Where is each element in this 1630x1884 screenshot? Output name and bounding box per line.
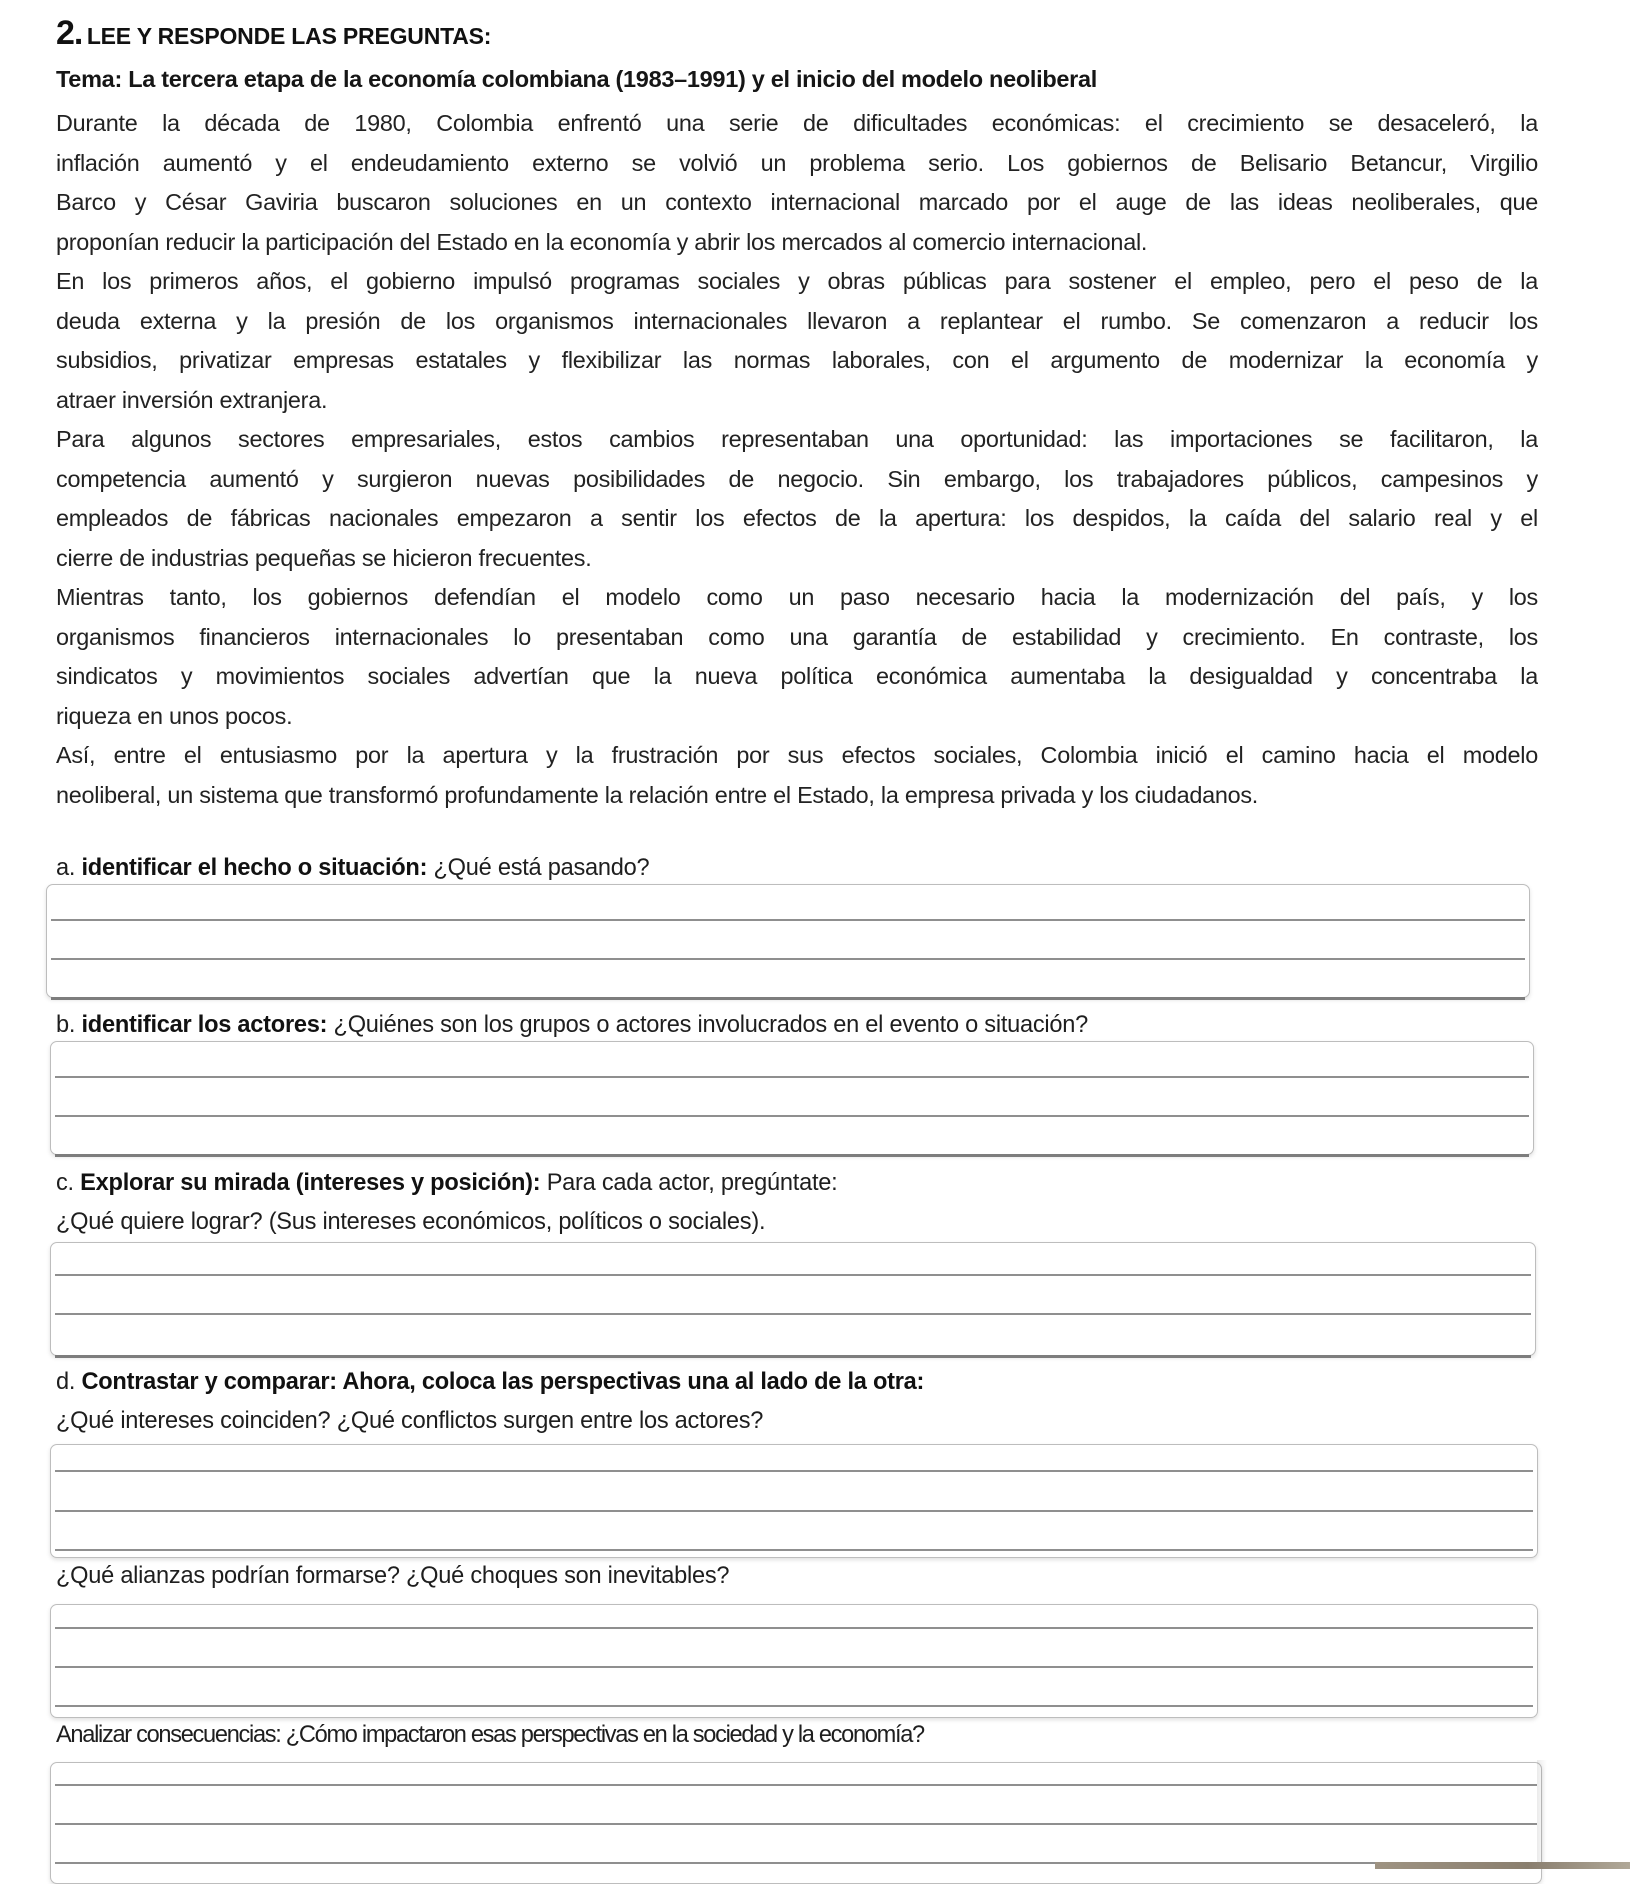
writing-line [55, 1470, 1533, 1472]
writing-line [55, 1154, 1529, 1157]
question-d-subquestion-1: ¿Qué intereses coinciden? ¿Qué conflictos surgen entre los actores? [56, 1408, 764, 1434]
paragraph-3 [56, 420, 1538, 578]
writing-line [55, 1862, 1537, 1864]
question-b-label: identificar los actores: [81, 1012, 328, 1038]
writing-line [55, 1313, 1531, 1315]
text-line: neoliberal, un sistema que transformó profundamente la relación entre el Estado, la empresa privada y los ciudadanos. [56, 781, 1259, 808]
writing-line [51, 997, 1525, 1000]
writing-line [55, 1627, 1533, 1629]
answer-box-e[interactable] [50, 1762, 1542, 1884]
text-line: empleados de fábricas nacionales empezaron a sentir los efectos de la apertura: los despidos, la caída del salario real y el [56, 505, 1538, 532]
writing-line [55, 1510, 1533, 1512]
text-line: Barco y César Gaviria buscaron soluciones en un contexto internacional marcado por el auge de las ideas neoliberales, que [56, 189, 1538, 216]
writing-line [55, 1705, 1533, 1707]
section-title: LEE Y RESPONDE LAS PREGUNTAS: [86, 23, 492, 49]
answer-box-b[interactable] [50, 1041, 1534, 1155]
paragraph-5 [56, 736, 1538, 815]
question-c-subquestion: ¿Qué quiere lograr? (Sus intereses económicos, políticos o sociales). [56, 1209, 766, 1235]
writing-line [55, 1666, 1533, 1668]
paragraph-2 [56, 262, 1538, 420]
writing-line [55, 1549, 1533, 1551]
topic-title: Tema: La tercera etapa de la economía colombiana (1983–1991) y el inicio del modelo neoliberal [56, 66, 1098, 92]
question-d-subquestion-2: ¿Qué alianzas podrían formarse? ¿Qué choques son inevitables? [56, 1563, 730, 1589]
writing-line [55, 1355, 1531, 1358]
writing-line [55, 1823, 1537, 1825]
text-line: Para algunos sectores empresariales, estos cambios representaban una oportunidad: las importaciones se facilitaron, la [56, 426, 1538, 452]
answer-box-a[interactable] [46, 884, 1530, 998]
photo-edge-shadow [1537, 1760, 1547, 1869]
answer-box-d2[interactable] [50, 1604, 1538, 1718]
text-line: deuda externa y la presión de los organismos internacionales llevaron a replantear el rumbo. Se comenzaron a reducir los [56, 307, 1538, 334]
answer-box-c[interactable] [50, 1242, 1536, 1356]
question-d: d. Contrastar y comparar: Ahora, coloca las perspectivas una al lado de la otra: [56, 1369, 925, 1395]
text-line: atraer inversión extranjera. [56, 386, 328, 413]
answer-box-d1[interactable] [50, 1444, 1538, 1558]
section-number: 2. [56, 14, 83, 52]
text-line: Mientras tanto, los gobiernos defendían el modelo como un paso necesario hacia la modernización del país, y los [56, 584, 1538, 610]
question-b: b. identificar los actores: ¿Quiénes son los grupos o actores involucrados en el evento o situación? [56, 1012, 1089, 1038]
writing-line [55, 1274, 1531, 1276]
question-consequences: Analizar consecuencias: ¿Cómo impactaron esas perspectivas en la sociedad y la economía? [56, 1722, 924, 1748]
text-line: sindicatos y movimientos sociales advertían que la nueva política económica aumentaba la desigualdad y concentraba la [56, 663, 1538, 690]
text-line: proponían reducir la participación del Estado en la economía y abrir los mercados al comercio internacional. [56, 228, 1148, 255]
text-line: En los primeros años, el gobierno impulsó programas sociales y obras públicas para sostener el empleo, pero el peso de la [56, 268, 1538, 294]
text-line: cierre de industrias pequeñas se hicieron frecuentes. [56, 544, 592, 571]
question-c-label: Explorar su mirada (intereses y posición): [80, 1170, 541, 1196]
writing-line [55, 1784, 1537, 1786]
text-line: competencia aumentó y surgieron nuevas posibilidades de negocio. Sin embargo, los trabajadores públicos, campesinos y [56, 465, 1538, 492]
paragraph-1 [56, 104, 1538, 262]
text-line: organismos financieros internacionales lo presentaban como una garantía de estabilidad y crecimiento. En contraste, los [56, 623, 1538, 650]
text-line: Durante la década de 1980, Colombia enfrentó una serie de dificultades económicas: el crecimiento se desaceleró, la [56, 110, 1538, 136]
question-a: a. identificar el hecho o situación: ¿Qué está pasando? [56, 855, 650, 881]
question-a-label: identificar el hecho o situación: [81, 855, 428, 881]
writing-line [55, 1115, 1529, 1117]
text-line: riqueza en unos pocos. [56, 702, 293, 729]
text-line: inflación aumentó y el endeudamiento externo se volvió un problema serio. Los gobiernos de Belisario Betancur, Virgilio [56, 149, 1538, 176]
paragraph-4 [56, 578, 1538, 736]
photo-background-strip [1375, 1862, 1630, 1869]
text-line: Así, entre el entusiasmo por la apertura y la frustración por sus efectos sociales, Colombia inició el camino hacia el modelo [56, 742, 1538, 768]
section-heading [56, 14, 491, 53]
writing-line [51, 958, 1525, 960]
writing-line [55, 1076, 1529, 1078]
text-line: subsidios, privatizar empresas estatales y flexibilizar las normas laborales, con el argumento de modernizar la economía y [56, 347, 1538, 374]
question-c: c. Explorar su mirada (intereses y posición): Para cada actor, pregúntate: [56, 1170, 838, 1196]
question-d-label: Contrastar y comparar: Ahora, coloca las perspectivas una al lado de la otra: [81, 1369, 925, 1395]
writing-line [51, 919, 1525, 921]
